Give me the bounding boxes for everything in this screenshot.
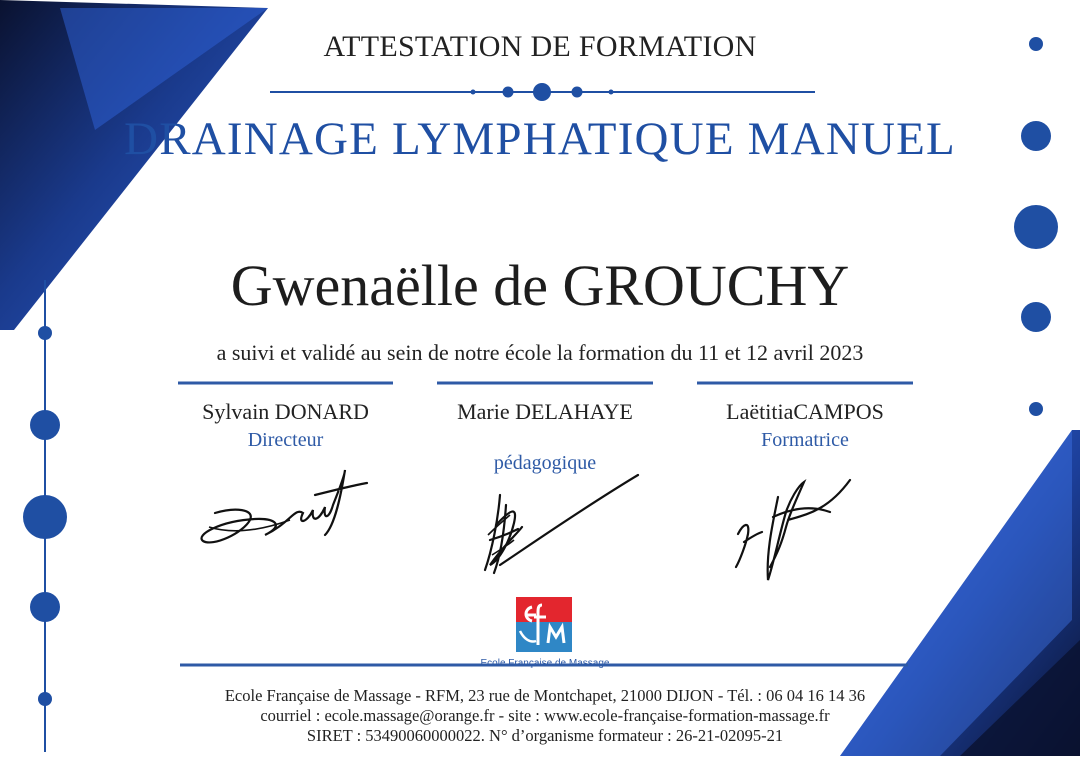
title-divider-dot (572, 87, 583, 98)
footer-address: Ecole Française de Massage - RFM, 23 rue de Montchapet, 21000 DIJON - Tél. : 06 04 16 14 36 (224, 686, 866, 705)
title-divider-dot (533, 83, 551, 101)
left-dot (38, 326, 52, 340)
signatory-name: Marie DELAHAYE (457, 399, 633, 424)
left-dot (30, 592, 60, 622)
signatory-role: Formatrice (761, 429, 849, 451)
signature-sylvain-donard (195, 465, 380, 555)
right-dot (1029, 402, 1043, 416)
recipient-name: Gwenaëlle de GROUCHY (230, 253, 850, 318)
left-dot (30, 410, 60, 440)
school-logo-caption: Ecole Française de Massage (480, 658, 610, 669)
school-logo (472, 587, 618, 671)
footer-registration: SIRET : 53490060000022. N° d’organisme formateur : 26-21-02095-21 (306, 726, 784, 745)
right-dot (1014, 205, 1058, 249)
completion-statement: a suivi et validé au sein de notre école la formation du 11 et 12 avril 2023 (216, 340, 864, 365)
signatory-role: pédagogique (493, 452, 597, 474)
signatory-name: LaëtitiaCAMPOS (726, 399, 884, 424)
title-divider-dot (503, 87, 514, 98)
certificate-subtitle: ATTESTATION DE FORMATION (323, 30, 757, 63)
bottom-edge (0, 756, 1080, 764)
signature-marie-delahaye (470, 465, 645, 580)
title-divider-dot (609, 90, 614, 95)
signature-laetitia-campos (728, 472, 858, 587)
title-divider-dot (471, 90, 476, 95)
signatory-role: Directeur (247, 429, 324, 451)
signatory-name: Sylvain DONARD (202, 399, 369, 424)
footer-contact: courriel : ecole.massage@orange.fr - site : www.ecole-française-formation-massage.fr (260, 706, 830, 725)
certificate-title: DRAINAGE LYMPHATIQUE MANUEL (124, 113, 956, 165)
left-dot (23, 495, 67, 539)
